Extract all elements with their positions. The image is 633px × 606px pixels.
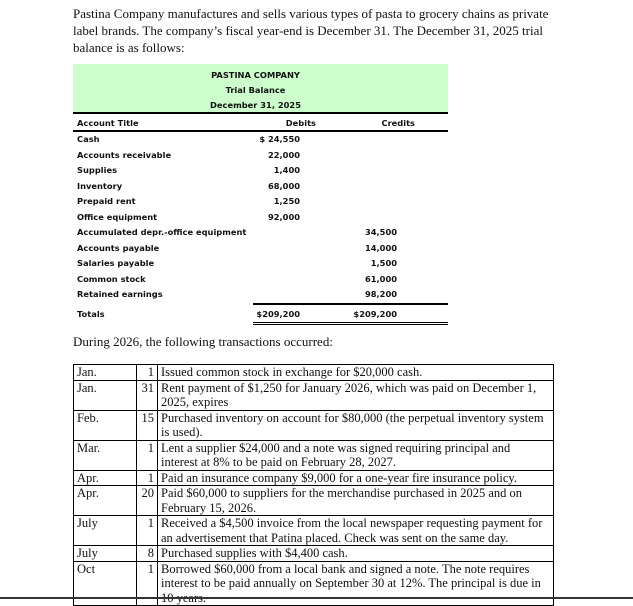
transaction-day: 31	[137, 380, 158, 410]
trial-balance	[73, 64, 448, 326]
transaction-month: Feb.	[74, 410, 137, 440]
transaction-description: Rent payment of $1,250 for January 2026, which was paid on December 1, 2025, expires	[158, 380, 554, 410]
account-name: Office equipment	[77, 211, 158, 222]
transaction-day: 1	[137, 440, 158, 470]
account-name: Inventory	[77, 180, 123, 191]
credit-amount: 61,000	[364, 273, 397, 284]
transaction-month: Apr.	[74, 470, 137, 486]
company-name: PASTINA COMPANY	[211, 70, 300, 80]
transaction-row	[74, 380, 554, 410]
credit-amount: 34,500	[364, 227, 397, 237]
account-name: Supplies	[77, 165, 118, 175]
totals-row	[73, 307, 448, 323]
transaction-month: July	[74, 516, 137, 546]
transaction-day: 1	[137, 516, 158, 546]
account-row	[73, 287, 448, 303]
debit-amount: 92,000	[267, 211, 300, 222]
totals-rule	[253, 303, 448, 305]
transaction-row	[74, 486, 554, 516]
account-row	[73, 132, 448, 148]
transaction-month: Mar.	[74, 440, 137, 470]
account-row	[73, 179, 448, 195]
account-row	[73, 210, 448, 226]
transaction-month: Jan.	[74, 380, 137, 410]
statement-date: December 31, 2025	[210, 100, 301, 110]
statement-title: Trial Balance	[225, 85, 286, 95]
transaction-description: Purchased inventory on account for $80,000 (the perpetual inventory system is used).	[158, 410, 554, 440]
credit-amount: 1,500	[370, 258, 397, 268]
transaction-month: Oct	[74, 561, 137, 606]
account-row	[73, 163, 448, 179]
debit-amount: 1,400	[273, 165, 300, 175]
transaction-description: Issued common stock in exchange for $20,000 cash.	[158, 365, 554, 381]
credit-amount: 98,200	[364, 289, 397, 299]
transaction-description: Paid $60,000 to suppliers for the merchandise purchased in 2025 and on February 15, 2026.	[158, 486, 554, 516]
account-row	[73, 225, 448, 241]
transaction-row	[74, 516, 554, 546]
transaction-day: 8	[137, 546, 158, 562]
debit-amount: $ 24,550	[259, 134, 300, 144]
transaction-row	[74, 365, 554, 381]
transaction-month: Jan.	[74, 365, 137, 381]
totals-label: Totals	[77, 308, 105, 319]
transaction-description: Lent a supplier $24,000 and a note was signed requiring principal and interest at 8% to be paid on February 28, 2027.	[158, 440, 554, 470]
transaction-row	[74, 410, 554, 440]
account-name: Accounts payable	[77, 242, 160, 253]
account-name: Retained earnings	[77, 289, 163, 299]
debit-amount: 22,000	[267, 149, 300, 160]
transaction-day: 1	[137, 561, 158, 606]
transaction-day: 15	[137, 410, 158, 440]
transaction-description: Purchased supplies with $4,400 cash.	[158, 546, 554, 562]
debit-amount: 1,250	[273, 196, 300, 206]
page-bottom-rule	[0, 597, 633, 599]
transaction-day: 20	[137, 486, 158, 516]
account-name: Accounts receivable	[77, 149, 172, 160]
transaction-day: 1	[137, 365, 158, 381]
transaction-row	[74, 440, 554, 470]
credit-amount: 14,000	[364, 242, 397, 253]
account-row	[73, 194, 448, 210]
transactions-table	[73, 364, 554, 606]
debits-header: Debits	[285, 118, 316, 128]
account-name: Cash	[77, 134, 100, 144]
transaction-day: 1	[137, 470, 158, 486]
column-headers	[73, 117, 448, 132]
transaction-description: Borrowed $60,000 from a local bank and signed a note. The note requires interest to be paid annually on September 30 at 12%. The principal is due in 10 years.	[158, 561, 554, 606]
transaction-description: Paid an insurance company $9,000 for a one-year fire insurance policy.	[158, 470, 554, 486]
transaction-description: Received a $4,500 invoice from the local newspaper requesting payment for an advertisement that Patina placed. Check was sent on the same day.	[158, 516, 554, 546]
intro-paragraph: Pastina Company manufactures and sells various types of pasta to grocery chains as private label brands. The company’s fiscal year-end is December 31. The December 31, 2025 trial balance is as follows:	[73, 6, 549, 55]
account-name: Prepaid rent	[77, 196, 136, 206]
account-name: Accumulated depr.-office equipment	[77, 227, 247, 237]
transaction-row	[74, 470, 554, 486]
transaction-row	[74, 546, 554, 562]
trial-balance-header	[73, 64, 448, 114]
account-row	[73, 241, 448, 257]
debit-amount: 68,000	[267, 180, 300, 191]
totals-credit: $209,200	[353, 308, 397, 319]
totals-debit: $209,200	[256, 308, 300, 319]
account-row	[73, 256, 448, 272]
account-name: Common stock	[77, 273, 146, 284]
account-title-header: Account Title	[77, 118, 139, 128]
transaction-month: July	[74, 546, 137, 562]
account-row	[73, 272, 448, 288]
transaction-month: Apr.	[74, 486, 137, 516]
credits-header: Credits	[381, 118, 415, 128]
account-name: Salaries payable	[77, 258, 155, 268]
double-underline	[253, 322, 448, 325]
transactions-intro: During 2026, the following transactions occurred:	[73, 334, 333, 349]
account-row	[73, 148, 448, 164]
